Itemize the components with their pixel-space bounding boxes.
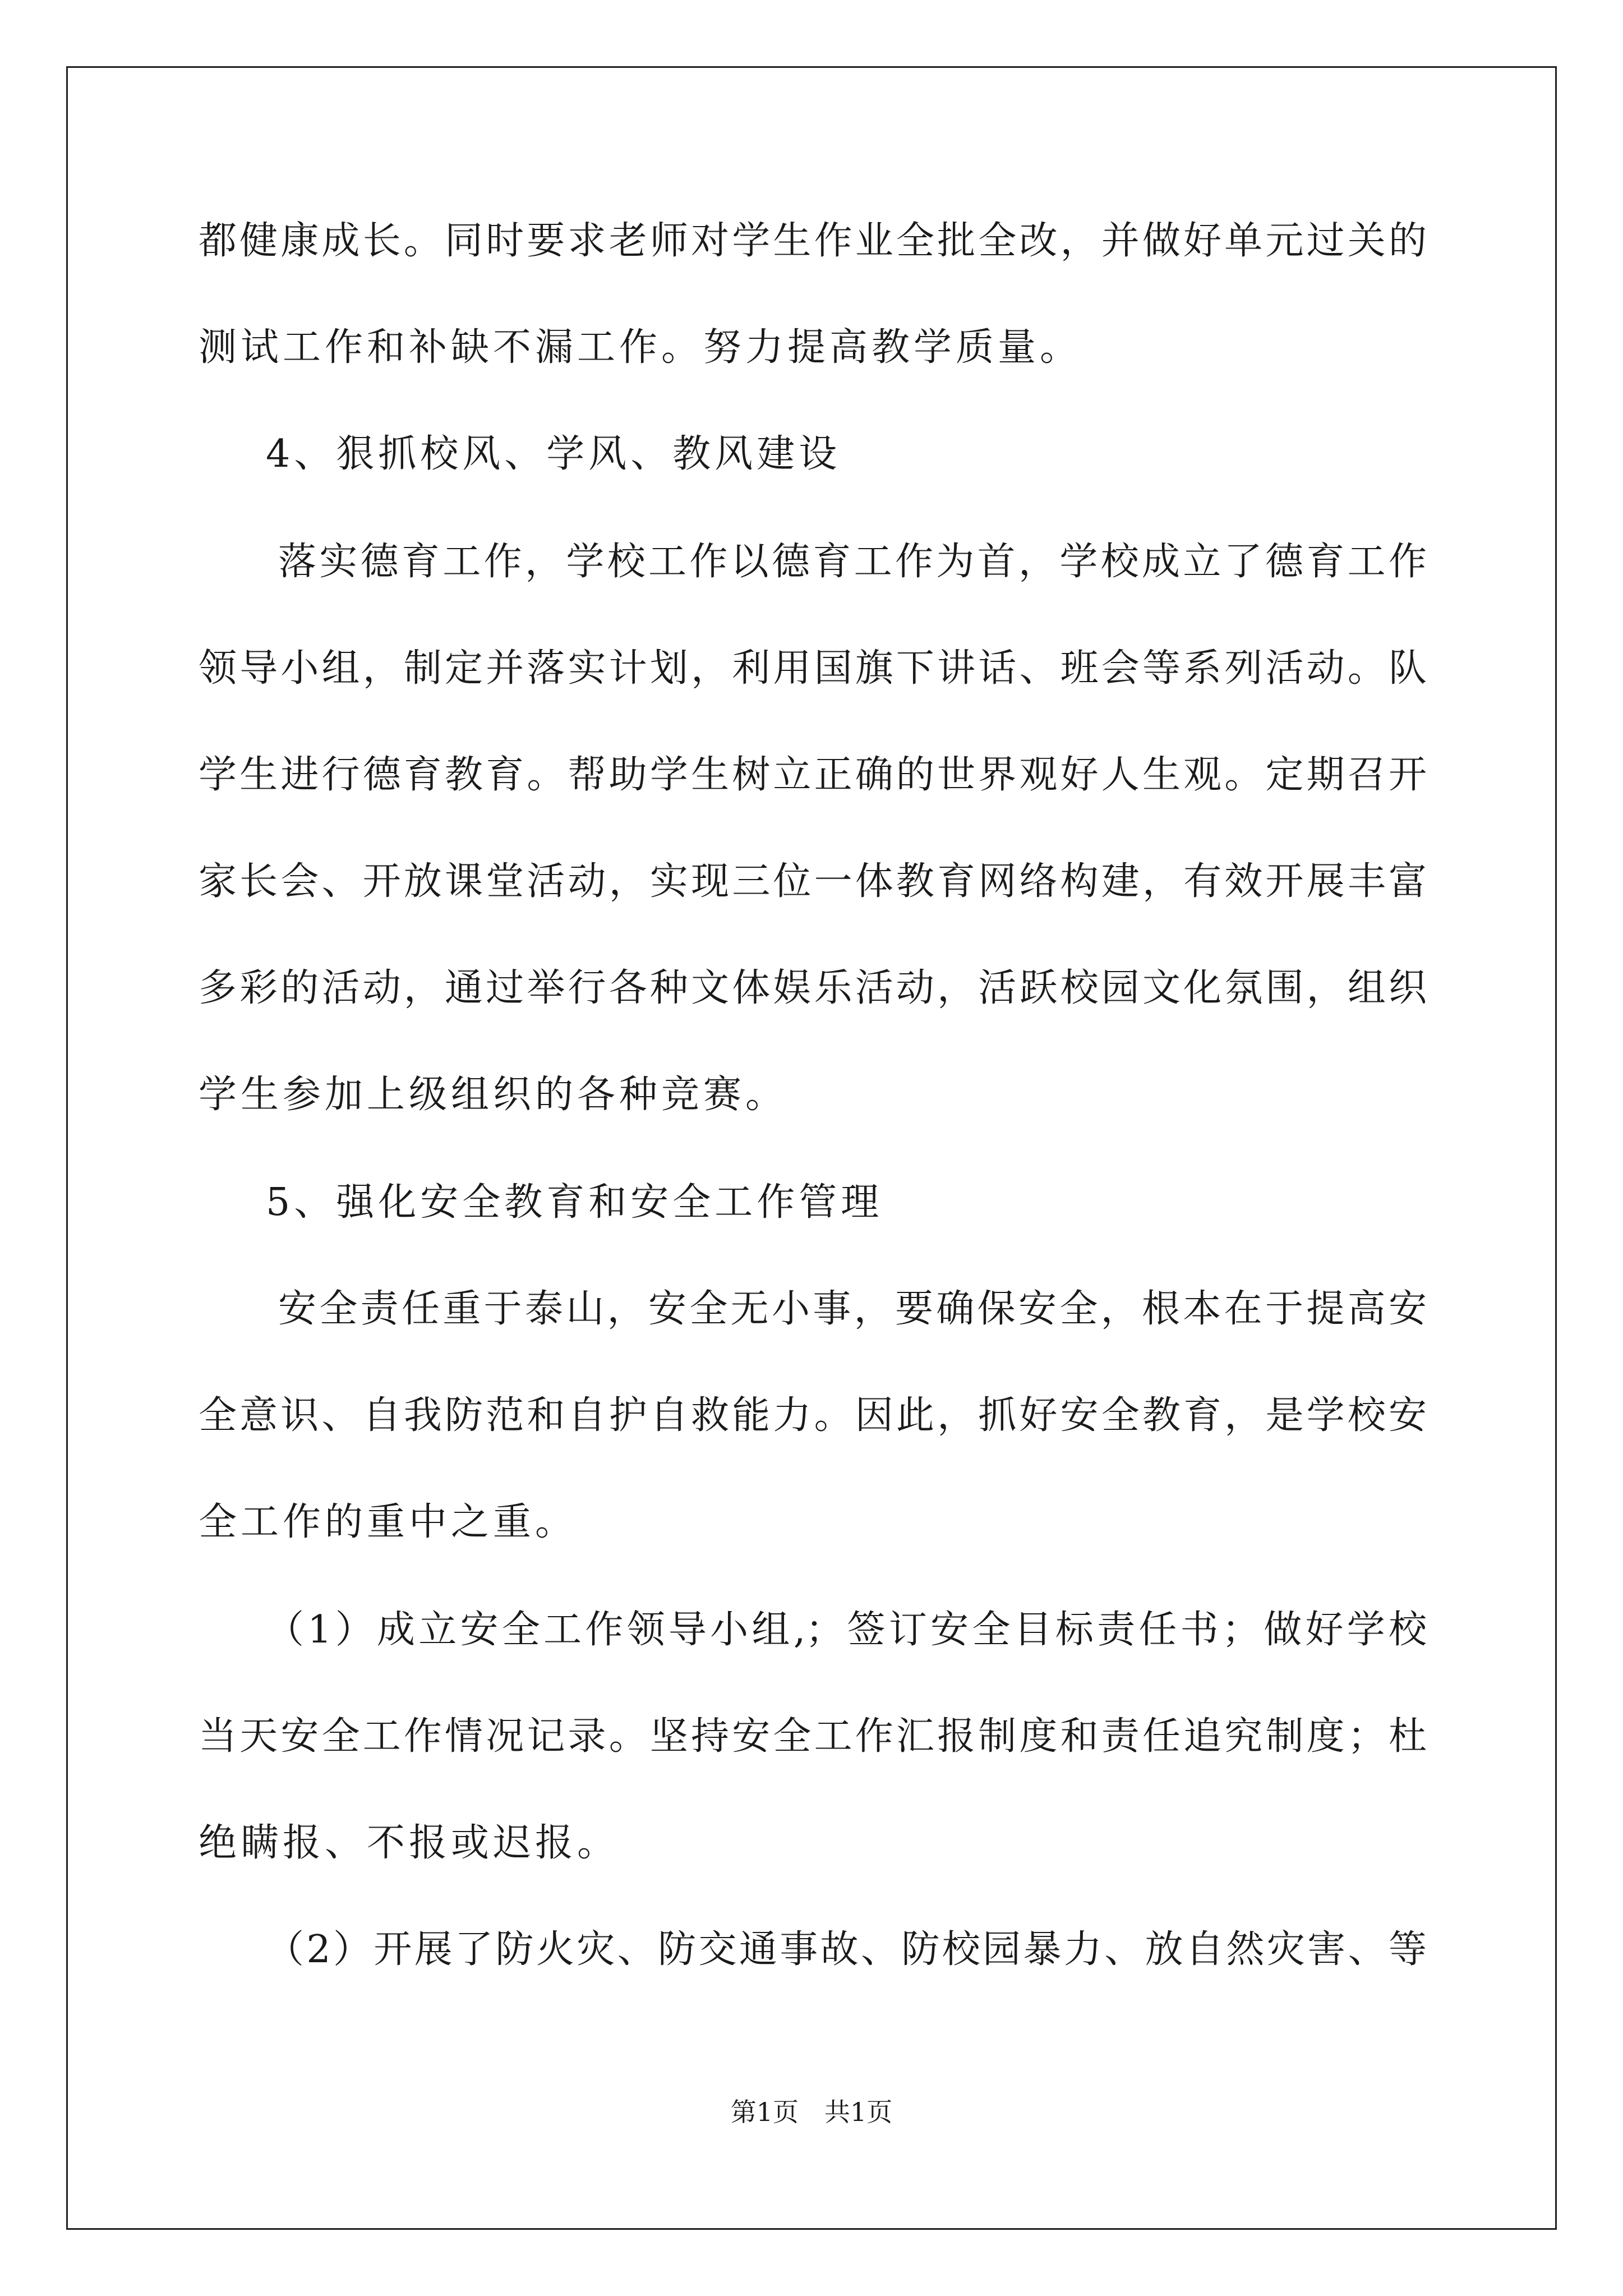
text-line: 多彩的活动，通过举行各种文体娱乐活动，活跃校园文化氛围，组织 (199, 966, 1427, 1010)
text-line: （2）开展了防火灾、防交通事故、防校园暴力、放自然灾害、等 (266, 1927, 1427, 1972)
text-line: 家长会、开放课堂活动，实现三位一体教育网络构建，有效开展丰富 (199, 859, 1427, 904)
text-line: 落实德育工作，学校工作以德育工作为首，学校成立了德育工作 (278, 540, 1427, 584)
text-line: 领导小组，制定并落实计划，利用国旗下讲话、班会等系列活动。队 (199, 646, 1427, 691)
page-border (66, 66, 1557, 2230)
text-line: 学生参加上级组织的各种竞赛。 (199, 1073, 788, 1117)
text-line: 测试工作和补缺不漏工作。努力提高教学质量。 (199, 325, 1082, 370)
page-number-footer: 第1页 共1页 (730, 2097, 893, 2127)
text-line: 全意识、自我防范和自护自救能力。因此，抓好安全教育，是学校安 (199, 1393, 1427, 1438)
text-line: 当天安全工作情况记录。坚持安全工作汇报制度和责任追究制度；杜 (199, 1714, 1427, 1759)
text-line: 安全责任重于泰山，安全无小事，要确保安全，根本在于提高安 (278, 1287, 1427, 1331)
text-line: 全工作的重中之重。 (199, 1500, 578, 1544)
section-heading: 5、强化安全教育和安全工作管理 (266, 1180, 883, 1225)
text-line: 绝瞒报、不报或迟报。 (199, 1821, 620, 1865)
text-line: 学生进行德育教育。帮助学生树立正确的世界观好人生观。定期召开 (199, 753, 1427, 797)
text-line: （1）成立安全工作领导小组,；签订安全目标责任书；做好学校 (266, 1608, 1427, 1652)
section-heading: 4、狠抓校风、学风、教风建设 (266, 432, 841, 476)
text-line: 都健康成长。同时要求老师对学生作业全批全改，并做好单元过关的 (199, 219, 1427, 263)
